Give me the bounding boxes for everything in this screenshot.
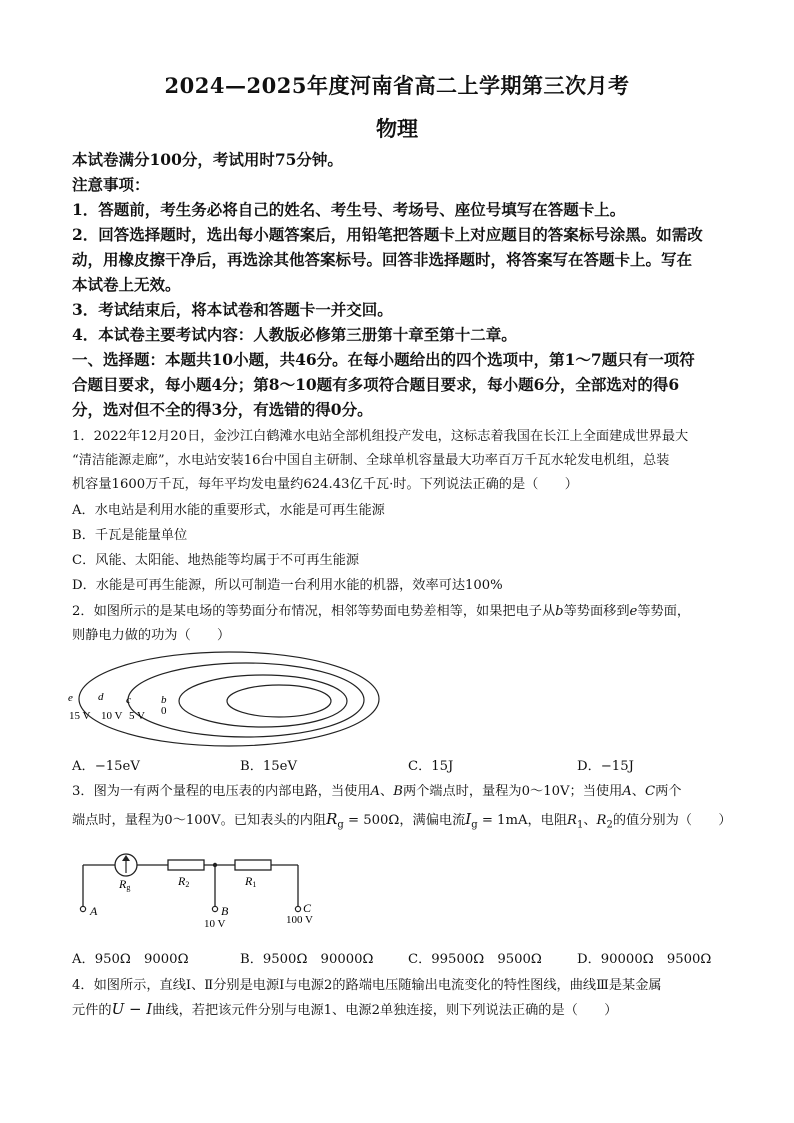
equipotential-figure xyxy=(65,648,385,748)
question-2-option-a: A．−15eV xyxy=(72,759,140,774)
section-heading: 分，选对但不全的得3分，有选错的得0分。 xyxy=(72,400,373,419)
question-2-option-d: D．−15J xyxy=(577,759,634,774)
question-3-option-a: A．950Ω 9000Ω xyxy=(72,952,189,967)
question-3-option-c: C．99500Ω 9500Ω xyxy=(408,952,542,967)
label-a: A xyxy=(90,904,98,918)
question-2-option-c: C．15J xyxy=(408,759,454,774)
terminal-b xyxy=(212,906,217,911)
label-10v: 10 V xyxy=(101,710,123,722)
label-e: e xyxy=(68,692,73,704)
label-c: c xyxy=(126,694,131,706)
question-1-option-c: C．风能、太阳能、地热能等均属于不可再生能源 xyxy=(72,553,360,568)
question-2-text: 2．如图所示的是某电场的等势面分布情况，相邻等势面电势差相等，如果把电子从b等势面移到e等势面， xyxy=(72,604,691,619)
label-5v: 5 V xyxy=(129,710,145,722)
exam-title: 2024—2025年度河南省高二上学期第三次月考 xyxy=(164,73,630,98)
question-1-text: 机容量1600万千瓦，每年平均发电量约624.43亿千瓦·时。下列说法正确的是（ ） xyxy=(72,477,578,492)
label-rg: Rg xyxy=(119,877,131,892)
label-r2: R2 xyxy=(178,874,190,889)
label-b: B xyxy=(221,904,229,918)
question-3-text: 端点时，量程为0～100V。已知表头的内阻$R_g = 500\Omega$，满偏电流$I_g = 1mA$，电阻$R_1$、$R_2$的值分别为（ ） xyxy=(72,810,732,831)
label-15v: 15 V xyxy=(69,710,91,722)
resistor-r1 xyxy=(235,860,271,870)
question-2-option-b: B．15eV xyxy=(240,759,297,774)
exam-subject: 物理 xyxy=(376,116,418,141)
instruction-line: 注意事项： xyxy=(72,175,150,194)
terminal-a xyxy=(80,906,85,911)
question-1-option-a: A．水电站是利用水能的重要形式，水能是可再生能源 xyxy=(72,503,385,518)
instruction-line: 3．考试结束后，将本试卷和答题卡一并交回。 xyxy=(72,300,393,319)
instruction-line: 动，用橡皮擦干净后，再选涂其他答案标号。回答非选择题时，将答案写在答题卡上。写在 xyxy=(72,250,693,269)
resistor-r2 xyxy=(168,860,204,870)
instruction-line: 4．本试卷主要考试内容：人教版必修第三册第十章至第十二章。 xyxy=(72,325,517,344)
section-heading: 合题目要求，每小题4分；第8～10题有多项符合题目要求，每小题6分，全部选对的得6 xyxy=(72,375,680,394)
question-3-option-d: D．90000Ω 9500Ω xyxy=(577,952,712,967)
question-3-option-b: B．9500Ω 90000Ω xyxy=(240,952,374,967)
question-1-text: 1．2022年12月20日，金沙江白鹤滩水电站全部机组投产发电，这标志着我国在长江上全面建成世界最大 xyxy=(72,429,689,444)
terminal-c xyxy=(295,906,300,911)
instruction-line: 本试卷上无效。 xyxy=(72,275,181,294)
label-100v: 100 V xyxy=(286,914,313,926)
label-c: C xyxy=(303,901,312,915)
label-zero: 0 xyxy=(161,705,167,717)
instruction-line: 1．答题前，考生务必将自己的姓名、考生号、考场号、座位号填写在答题卡上。 xyxy=(72,200,626,219)
question-3-text: 3．图为一有两个量程的电压表的内部电路，当使用A、B两个端点时，量程为0～10V；当使用A、C两个 xyxy=(72,784,682,799)
section-heading: 一、选择题：本题共10小题，共46分。在每小题给出的四个选项中，第1～7题只有一项符 xyxy=(72,350,695,369)
question-4-text: 4．如图所示，直线Ⅰ、Ⅱ分别是电源Ⅰ与电源2的路端电压随输出电流变化的特性图线，曲线Ⅲ是某金属 xyxy=(72,978,662,993)
label-10v: 10 V xyxy=(204,918,226,930)
question-4-text: 元件的U − I曲线，若把该元件分别与电源1、电源2单独连接，则下列说法正确的是（ ） xyxy=(72,1000,618,1018)
label-r1: R1 xyxy=(245,874,257,889)
question-1-option-b: B．千瓦是能量单位 xyxy=(72,528,188,543)
question-1-option-d: D．水能是可再生能源，所以可制造一台利用水能的机器，效率可达100% xyxy=(72,578,503,593)
label-b: b xyxy=(161,694,167,706)
instruction-line: 本试卷满分100分，考试用时75分钟。 xyxy=(72,150,343,169)
question-1-text: “清洁能源走廊”，水电站安装16台中国自主研制、全球单机容量最大功率百万千瓦水轮发电机组，总装 xyxy=(72,453,670,468)
voltmeter-circuit-figure xyxy=(70,848,340,933)
label-d: d xyxy=(98,691,104,703)
question-2-text: 则静电力做的功为（ ） xyxy=(72,628,231,643)
instruction-line: 2．回答选择题时，选出每小题答案后，用铅笔把答题卡上对应题目的答案标号涂黑。如需改 xyxy=(72,225,703,244)
